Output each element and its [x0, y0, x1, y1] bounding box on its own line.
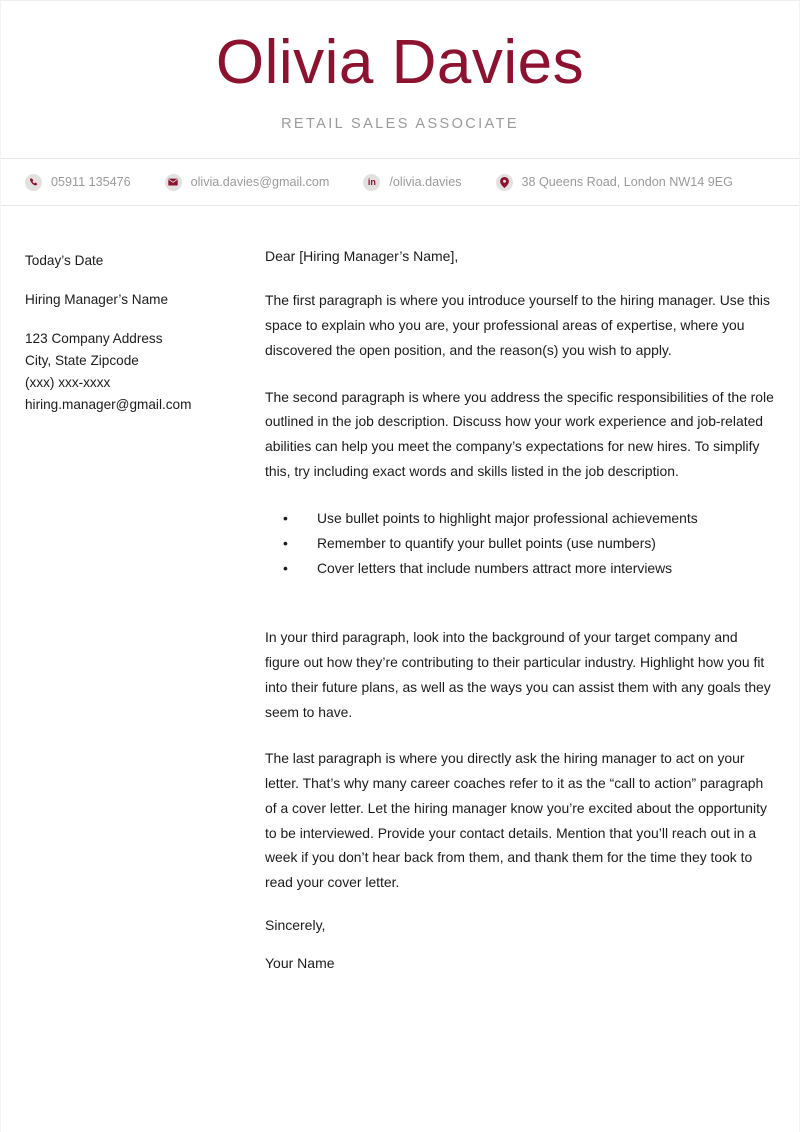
recipient-address-line: (xxx) xxx-xxxx	[25, 375, 111, 391]
location-pin-icon	[496, 174, 513, 191]
recipient-date-block	[25, 250, 253, 272]
contact-address-text: 38 Queens Road, London NW14 9EG	[521, 175, 733, 190]
letter-paragraph: In your third paragraph, look into the background of your target company and figure out how they’re contributing to their particular industry. Highlight how you fit into their future plans, as well as the ways you can assist them with any goals they seem to have.	[265, 629, 771, 720]
contact-bar	[1, 158, 799, 206]
applicant-name: Olivia Davies	[215, 28, 585, 97]
contact-item-email[interactable]	[165, 174, 330, 191]
contact-email-text: olivia.davies@gmail.com	[190, 175, 330, 190]
email-icon	[165, 174, 182, 191]
recipient-date: Today’s Date	[25, 253, 104, 269]
letter-header	[1, 1, 799, 132]
contact-item-phone[interactable]	[25, 174, 131, 191]
recipient-address-block	[25, 328, 253, 416]
recipient-address-line: City, State Zipcode	[25, 353, 139, 369]
recipient-manager-name: Hiring Manager’s Name	[25, 292, 169, 308]
contact-item-linkedin[interactable]	[363, 174, 461, 191]
recipient-address-line: 123 Company Address	[25, 331, 163, 347]
recipient-address-line: hiring.manager@gmail.com	[25, 397, 192, 413]
list-item: • Cover letters that include numbers attract more interviews	[265, 556, 775, 581]
letter-body	[1, 206, 799, 971]
letter-paragraph: The last paragraph is where you directly ask the hiring manager to act on your letter. That’s why many career coaches refer to it as the “call to action” paragraph of a cover letter. Let the hiring manager know you’re excited about the opportunity to be interviewed. Provide your contact details. Mention that you’ll reach out in a week if you don’t hear back from them, and thank them for the time they took to read your cover letter.	[265, 750, 767, 891]
letter-closing: Sincerely,	[265, 916, 326, 933]
letter-bullet-list	[265, 506, 775, 582]
contact-phone-text: 05911 135476	[51, 175, 131, 190]
letter-column	[253, 248, 775, 971]
letter-paragraph: The second paragraph is where you address the specific responsibilities of the role outlined in the job description. Discuss how your work experience and job-related abilities can help you meet the company’s expectations for new hires. To simplify this, try including exact words and skills listed in the job description.	[265, 388, 774, 479]
spacer	[265, 603, 775, 611]
applicant-job-title: RETAIL SALES ASSOCIATE	[281, 116, 519, 133]
list-item: • Remember to quantify your bullet points (use numbers)	[265, 531, 775, 556]
linkedin-icon: in	[363, 174, 380, 191]
recipient-column	[25, 248, 253, 416]
recipient-manager-block	[25, 289, 253, 311]
phone-icon	[25, 174, 42, 191]
letter-salutation: Dear [Hiring Manager’s Name],	[265, 248, 459, 265]
contact-item-address[interactable]	[496, 174, 733, 191]
list-item: • Use bullet points to highlight major professional achievements	[265, 506, 775, 531]
letter-signature: Your Name	[265, 954, 335, 971]
contact-linkedin-text: /olivia.davies	[389, 175, 462, 190]
letter-paragraph: The first paragraph is where you introduce yourself to the hiring manager. Use this space to explain who you are, your professional areas of expertise, where you discovered the open position, and the reason(s) you wish to apply.	[265, 292, 770, 358]
